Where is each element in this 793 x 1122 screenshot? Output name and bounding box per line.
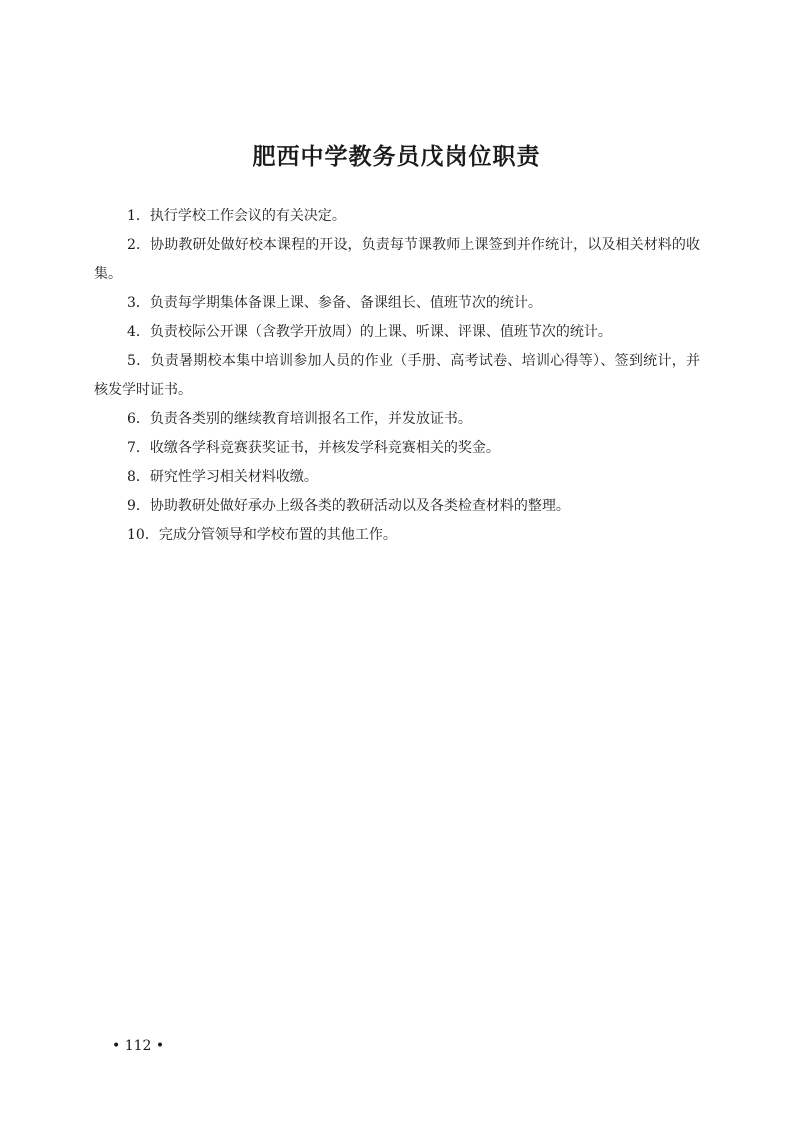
duty-item: 2．协助教研处做好校本课程的开设，负责每节课教师上课签到并作统计，以及相关材料的收集。 [94,237,700,282]
duty-item: 10．完成分管领导和学校布置的其他工作。 [127,527,397,543]
page-number: • 112 • [112,1038,165,1054]
duty-item: 7．收缴各学科竞赛获奖证书，并核发学科竞赛相关的奖金。 [127,440,500,456]
duty-list [94,202,700,550]
duty-item: 3．负责每学期集体备课上课、参备、备课组长、值班节次的统计。 [127,295,542,311]
duty-item: 4．负责校际公开课（含教学开放周）的上课、听课、评课、值班节次的统计。 [127,324,612,340]
duty-item: 9．协助教研处做好承办上级各类的教研活动以及各类检查材料的整理。 [127,498,570,514]
page-title: 肥西中学教务员戊岗位职责 [252,144,541,170]
duty-item: 6．负责各类别的继续教育培训报名工作，并发放证书。 [127,411,472,427]
duty-item: 8．研究性学习相关材料收缴。 [127,469,318,485]
duty-item: 5．负责暑期校本集中培训参加人员的作业（手册、高考试卷、培训心得等）、签到统计，并核发学时证书。 [94,353,700,398]
duty-item: 1．执行学校工作会议的有关决定。 [127,208,346,224]
